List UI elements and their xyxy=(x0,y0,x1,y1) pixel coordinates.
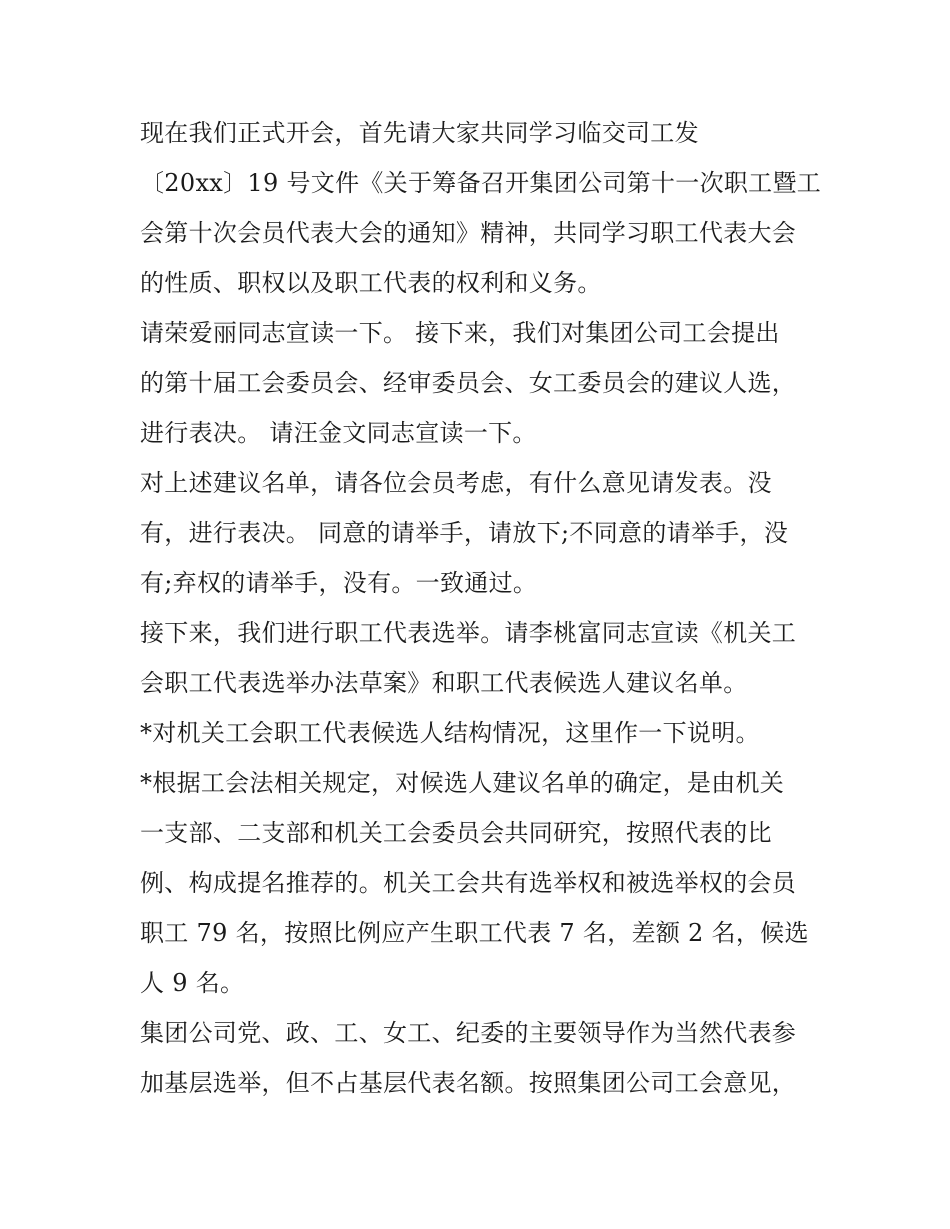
text-line: *对机关工会职工代表候选人结构情况，这里作一下说明。 xyxy=(140,719,760,747)
text-line: 接下来，我们进行职工代表选举。请李桃富同志宣读《机关工 xyxy=(140,619,797,647)
text-line: 现在我们正式开会，首先请大家共同学习临交司工发 xyxy=(140,119,699,147)
text-line: 会职工代表选举办法草案》和职工代表候选人建议名单。 xyxy=(140,669,748,697)
text-line: 职工 79 名，按照比例应产生职工代表 7 名，差额 2 名，候选 xyxy=(140,919,809,947)
text-line: 集团公司党、政、工、女工、纪委的主要领导作为当然代表参 xyxy=(140,1019,797,1047)
text-line: 进行表决。 请汪金文同志宣读一下。 xyxy=(140,419,537,447)
text-line: 有，进行表决。 同意的请举手，请放下;不同意的请举手，没 xyxy=(140,519,789,547)
text-line: 有;弃权的请举手，没有。一致通过。 xyxy=(140,569,538,597)
text-line: 例、构成提名推荐的。机关工会共有选举权和被选举权的会员 xyxy=(140,869,797,897)
text-line: 加基层选举，但不占基层代表名额。按照集团公司工会意见， xyxy=(140,1069,797,1097)
text-line: 请荣爱丽同志宣读一下。 接下来，我们对集团公司工会提出 xyxy=(140,319,780,347)
text-line: 一支部、二支部和机关工会委员会共同研究，按照代表的比 xyxy=(140,819,772,847)
text-line: 人 9 名。 xyxy=(140,969,245,997)
text-line: 的第十届工会委员会、经审委员会、女工委员会的建议人选， xyxy=(140,369,797,397)
text-line: 对上述建议名单，请各位会员考虑，有什么意见请发表。没 xyxy=(140,469,772,497)
text-line: 的性质、职权以及职工代表的权利和义务。 xyxy=(140,269,602,297)
text-line: 〔20xx〕19 号文件《关于筹备召开集团公司第十一次职工暨工 xyxy=(140,169,822,197)
text-line: 会第十次会员代表大会的通知》精神，共同学习职工代表大会 xyxy=(140,219,797,247)
document-body xyxy=(140,108,830,1108)
text-line: *根据工会法相关规定，对候选人建议名单的确定，是由机关 xyxy=(140,769,785,797)
